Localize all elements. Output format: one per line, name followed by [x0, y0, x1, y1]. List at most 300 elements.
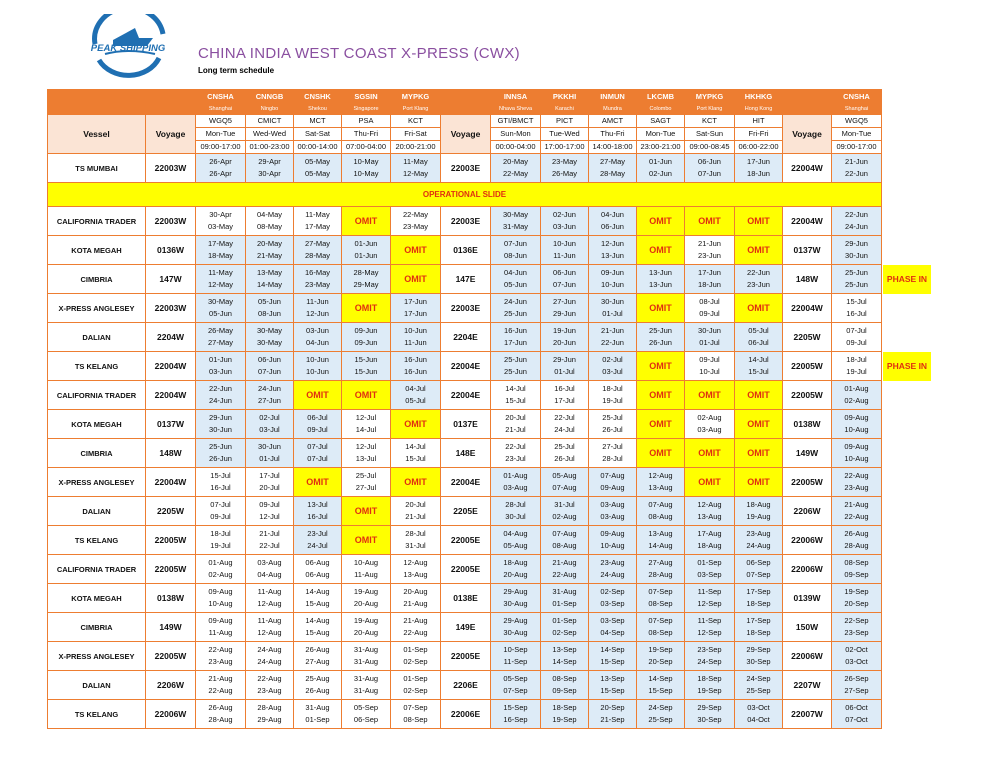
arrival-date: 05-Sep: [353, 703, 379, 712]
arrival-date: 16-Jun: [504, 326, 527, 335]
date-cell: [491, 207, 541, 236]
arrival-date: 10-Jun: [306, 355, 329, 364]
date-cell: [541, 352, 589, 381]
arrival-date: 01-Jun: [209, 355, 232, 364]
voyage-number: 2205E: [441, 497, 491, 526]
date-cell: [294, 439, 342, 468]
departure-date: 07-Sep: [746, 570, 771, 579]
arrival-date: 14-Sep: [600, 645, 625, 654]
departure-date: 24-Jul: [307, 541, 328, 550]
arrival-date: 07-Aug: [552, 529, 577, 538]
date-cell: [541, 154, 589, 183]
voyage-number: 2204W: [146, 323, 196, 352]
port-code: MYPKG: [685, 90, 735, 104]
departure-date: 06-Sep: [353, 715, 379, 724]
arrival-date: 11-Jun: [306, 297, 329, 306]
date-cell: [589, 294, 637, 323]
date-cell: [832, 381, 882, 410]
departure-date: 25-Sep: [746, 686, 771, 695]
departure-date: 01-Jul: [554, 367, 575, 376]
port-code: CNSHA: [832, 90, 882, 104]
departure-date: 22-Aug: [552, 570, 577, 579]
date-cell: [294, 265, 342, 294]
arrival-date: 24-Jun: [504, 297, 527, 306]
date-cell: [342, 468, 391, 497]
arrival-date: 25-Jul: [355, 471, 377, 480]
arrival-date: 06-Jun: [553, 268, 576, 277]
departure-date: 07-Jun: [698, 169, 721, 178]
omit-cell: OMIT: [391, 468, 441, 497]
date-cell: [391, 700, 441, 729]
arrival-date: 23-Jul: [307, 529, 328, 538]
arrival-date: 21-Jun: [845, 157, 868, 166]
arrival-date: 19-Sep: [648, 645, 673, 654]
arrival-date: 23-Aug: [746, 529, 771, 538]
departure-date: 30-Apr: [258, 169, 281, 178]
departure-date: 03-Sep: [600, 599, 625, 608]
date-cell: [685, 613, 735, 642]
omit-cell: OMIT: [391, 410, 441, 439]
omit-cell: OMIT: [342, 207, 391, 236]
departure-date: 22-Jul: [259, 541, 280, 550]
departure-date: 19-Sep: [552, 715, 577, 724]
date-cell: [589, 154, 637, 183]
departure-date: 31-Aug: [353, 657, 379, 666]
date-cell: [541, 294, 589, 323]
date-cell: [832, 323, 882, 352]
date-cell: [735, 265, 783, 294]
departure-date: 28-Jul: [602, 454, 623, 463]
document-subtitle: Long term schedule: [198, 66, 275, 75]
arrival-date: 26-May: [207, 326, 233, 335]
arrival-date: 07-Aug: [600, 471, 625, 480]
departure-date: 12-Sep: [697, 628, 722, 637]
table-row: [48, 613, 882, 642]
date-cell: [196, 526, 246, 555]
departure-date: 22-Aug: [208, 686, 233, 695]
arrival-date: 31-Aug: [305, 703, 330, 712]
date-cell: [342, 613, 391, 642]
date-cell: [589, 497, 637, 526]
port-code: CNSHK: [294, 90, 342, 104]
arrival-date: 26-Sep: [844, 674, 869, 683]
departure-date: 23-Aug: [257, 686, 282, 695]
port-city: Karachi: [541, 104, 589, 115]
date-cell: [294, 700, 342, 729]
table-row: [48, 439, 882, 468]
date-cell: [735, 497, 783, 526]
date-cell: [735, 642, 783, 671]
arrival-date: 08-Sep: [552, 674, 577, 683]
date-cell: [637, 555, 685, 584]
date-cell: [246, 352, 294, 381]
arrival-date: 21-Aug: [844, 500, 869, 509]
date-cell: [589, 468, 637, 497]
arrival-date: 31-Aug: [552, 587, 577, 596]
date-cell: [196, 439, 246, 468]
port-days: Tue-Wed: [541, 128, 589, 141]
departure-date: 06-Jul: [748, 338, 769, 347]
date-cell: [246, 323, 294, 352]
arrival-date: 04-Jun: [504, 268, 527, 277]
departure-date: 01-Jun: [354, 251, 378, 260]
arrival-date: 20-Jul: [405, 500, 426, 509]
arrival-date: 10-Sep: [503, 645, 528, 654]
voyage-number: 0136W: [146, 236, 196, 265]
arrival-date: 10-Jun: [404, 326, 427, 335]
departure-date: 17-Jul: [554, 396, 575, 405]
departure-date: 22-May: [502, 169, 528, 178]
voyage-number: 22004W: [146, 468, 196, 497]
departure-date: 21-Aug: [403, 599, 428, 608]
date-cell: [491, 497, 541, 526]
arrival-date: 10-Jun: [553, 239, 576, 248]
vessel-name: TS MUMBAI: [48, 154, 146, 183]
date-cell: [685, 584, 735, 613]
arrival-date: 29-Aug: [503, 587, 528, 596]
departure-date: 12-May: [402, 169, 428, 178]
port-terminal: KCT: [685, 115, 735, 128]
omit-cell: OMIT: [342, 381, 391, 410]
date-cell: [246, 410, 294, 439]
arrival-date: 11-Aug: [257, 616, 282, 625]
departure-date: 13-Aug: [648, 483, 673, 492]
date-cell: [196, 410, 246, 439]
departure-date: 21-Jul: [405, 512, 426, 521]
arrival-date: 23-Sep: [697, 645, 722, 654]
departure-date: 30-Sep: [746, 657, 771, 666]
departure-date: 09-Jul: [846, 338, 867, 347]
date-cell: [491, 294, 541, 323]
date-cell: [294, 294, 342, 323]
arrival-date: 18-Sep: [552, 703, 577, 712]
arrival-date: 14-Jul: [505, 384, 526, 393]
omit-cell: OMIT: [637, 207, 685, 236]
departure-date: 05-Jul: [405, 396, 426, 405]
date-cell: [832, 439, 882, 468]
date-cell: [832, 410, 882, 439]
arrival-date: 27-May: [304, 239, 330, 248]
schedule-table: [47, 89, 882, 729]
date-cell: [637, 613, 685, 642]
arrival-date: 25-Jun: [209, 442, 232, 451]
header-spacer: [441, 104, 491, 115]
voyage-number: 22003W: [146, 154, 196, 183]
voyage-number: 22004E: [441, 352, 491, 381]
arrival-date: 07-Jul: [846, 326, 867, 335]
document-title: CHINA INDIA WEST COAST X-PRESS (CWX): [198, 45, 520, 62]
arrival-date: 14-Jul: [405, 442, 426, 451]
departure-date: 14-Aug: [648, 541, 673, 550]
arrival-date: 21-Jun: [601, 326, 624, 335]
arrival-date: 06-Jun: [258, 355, 281, 364]
departure-date: 19-Jul: [602, 396, 623, 405]
date-cell: [391, 294, 441, 323]
port-terminal: PSA: [342, 115, 391, 128]
arrival-date: 26-Aug: [844, 529, 869, 538]
port-city: Shanghai: [832, 104, 882, 115]
arrival-date: 01-Sep: [403, 674, 428, 683]
arrival-date: 09-Aug: [208, 587, 233, 596]
port-time: 00:00-14:00: [294, 141, 342, 154]
port-city: Port Klang: [391, 104, 441, 115]
departure-date: 08-Aug: [648, 512, 673, 521]
departure-date: 09-Sep: [552, 686, 577, 695]
date-cell: [832, 468, 882, 497]
arrival-date: 01-Sep: [403, 645, 428, 654]
arrival-date: 14-Sep: [648, 674, 673, 683]
date-cell: [246, 700, 294, 729]
date-cell: [832, 497, 882, 526]
vessel-name: CALIFORNIA TRADER: [48, 207, 146, 236]
departure-date: 03-Jul: [259, 425, 280, 434]
departure-date: 03-Jun: [209, 367, 232, 376]
vessel-name: DALIAN: [48, 497, 146, 526]
omit-cell: OMIT: [685, 207, 735, 236]
departure-date: 10-Jun: [306, 367, 329, 376]
departure-date: 15-Sep: [600, 657, 625, 666]
header-spacer: [441, 90, 491, 104]
date-cell: [832, 352, 882, 381]
arrival-date: 30-May: [502, 210, 528, 219]
date-cell: [246, 381, 294, 410]
arrival-date: 17-Jul: [259, 471, 280, 480]
date-cell: [589, 410, 637, 439]
departure-date: 24-Jun: [845, 222, 868, 231]
departure-date: 03-May: [207, 222, 233, 231]
arrival-date: 25-Jul: [602, 413, 623, 422]
voyage-header: Voyage: [783, 115, 832, 154]
departure-date: 28-May: [599, 169, 625, 178]
voyage-number: 22005W: [783, 381, 832, 410]
departure-date: 16-Jul: [307, 512, 328, 521]
date-cell: [391, 555, 441, 584]
arrival-date: 28-Aug: [257, 703, 282, 712]
voyage-number: 22006W: [146, 700, 196, 729]
date-cell: [541, 381, 589, 410]
departure-date: 20-Jul: [259, 483, 280, 492]
departure-date: 07-Oct: [845, 715, 868, 724]
departure-date: 10-Jun: [601, 280, 624, 289]
date-cell: [196, 497, 246, 526]
port-city: Port Klang: [685, 104, 735, 115]
departure-date: 07-Jul: [307, 454, 328, 463]
date-cell: [491, 410, 541, 439]
arrival-date: 10-May: [353, 157, 379, 166]
departure-date: 11-Aug: [354, 570, 378, 579]
voyage-number: 22006E: [441, 700, 491, 729]
date-cell: [832, 265, 882, 294]
omit-cell: OMIT: [637, 352, 685, 381]
departure-date: 28-May: [304, 251, 330, 260]
arrival-date: 12-Jul: [355, 413, 377, 422]
date-cell: [832, 154, 882, 183]
port-time: 01:00-23:00: [246, 141, 294, 154]
date-cell: [391, 352, 441, 381]
date-cell: [637, 700, 685, 729]
date-cell: [294, 154, 342, 183]
departure-date: 13-Jun: [649, 280, 672, 289]
departure-date: 28-Aug: [208, 715, 233, 724]
arrival-date: 17-May: [207, 239, 233, 248]
date-cell: [637, 497, 685, 526]
date-cell: [589, 352, 637, 381]
departure-date: 25-Jun: [504, 367, 527, 376]
date-cell: [246, 555, 294, 584]
arrival-date: 05-Sep: [503, 674, 528, 683]
port-time: 14:00-18:00: [589, 141, 637, 154]
date-cell: [196, 584, 246, 613]
date-cell: [832, 671, 882, 700]
arrival-date: 11-Sep: [697, 616, 722, 625]
vessel-name: CALIFORNIA TRADER: [48, 381, 146, 410]
arrival-date: 10-Aug: [353, 558, 379, 567]
date-cell: [491, 236, 541, 265]
port-city: Nhava Sheva: [491, 104, 541, 115]
operational-slide-banner: OPERATIONAL SLIDE: [48, 183, 882, 207]
date-cell: [342, 439, 391, 468]
omit-cell: OMIT: [391, 265, 441, 294]
departure-date: 14-Jul: [355, 425, 377, 434]
arrival-date: 26-Aug: [305, 645, 330, 654]
arrival-date: 21-Aug: [403, 616, 428, 625]
voyage-number: 148E: [441, 439, 491, 468]
date-cell: [637, 642, 685, 671]
port-days: Sun-Mon: [491, 128, 541, 141]
arrival-date: 22-Aug: [257, 674, 282, 683]
date-cell: [246, 584, 294, 613]
date-cell: [589, 207, 637, 236]
date-cell: [685, 294, 735, 323]
voyage-number: 2206W: [146, 671, 196, 700]
arrival-date: 28-Jul: [405, 529, 426, 538]
arrival-date: 25-Jun: [649, 326, 672, 335]
departure-date: 01-Jul: [602, 309, 623, 318]
port-time: 20:00-21:00: [391, 141, 441, 154]
voyage-number: 22003E: [441, 207, 491, 236]
port-days: Sat-Sat: [294, 128, 342, 141]
departure-date: 20-Sep: [648, 657, 673, 666]
arrival-date: 01-Sep: [552, 616, 577, 625]
departure-date: 03-Jul: [602, 367, 623, 376]
port-terminal: MCT: [294, 115, 342, 128]
date-cell: [637, 323, 685, 352]
header-corner: [146, 104, 196, 115]
arrival-date: 17-Sep: [746, 616, 771, 625]
departure-date: 27-May: [207, 338, 233, 347]
date-cell: [294, 671, 342, 700]
date-cell: [391, 381, 441, 410]
date-cell: [735, 323, 783, 352]
departure-date: 20-Jun: [553, 338, 576, 347]
omit-cell: OMIT: [735, 294, 783, 323]
arrival-date: 07-Sep: [403, 703, 428, 712]
date-cell: [196, 323, 246, 352]
arrival-date: 29-Sep: [746, 645, 771, 654]
departure-date: 26-Jun: [209, 454, 232, 463]
date-cell: [637, 154, 685, 183]
departure-date: 23-Jun: [747, 280, 770, 289]
arrival-date: 23-May: [551, 157, 577, 166]
voyage-header: Voyage: [146, 115, 196, 154]
arrival-date: 29-Sep: [697, 703, 722, 712]
omit-cell: OMIT: [342, 294, 391, 323]
departure-date: 21-Sep: [600, 715, 625, 724]
date-cell: [735, 154, 783, 183]
arrival-date: 26-Apr: [209, 157, 232, 166]
arrival-date: 01-Aug: [844, 384, 869, 393]
departure-date: 03-Aug: [503, 483, 528, 492]
arrival-date: 29-Jun: [209, 413, 232, 422]
vessel-name: KOTA MEGAH: [48, 584, 146, 613]
port-time: 09:00-17:00: [196, 141, 246, 154]
vessel-name: CIMBRIA: [48, 613, 146, 642]
date-cell: [589, 584, 637, 613]
port-terminal: KCT: [391, 115, 441, 128]
arrival-date: 31-Jul: [554, 500, 575, 509]
date-cell: [294, 555, 342, 584]
arrival-date: 27-May: [599, 157, 625, 166]
voyage-number: 0136E: [441, 236, 491, 265]
departure-date: 05-May: [304, 169, 330, 178]
port-terminal: SAGT: [637, 115, 685, 128]
voyage-number: 147E: [441, 265, 491, 294]
port-days: Wed-Wed: [246, 128, 294, 141]
arrival-date: 22-Aug: [844, 471, 869, 480]
arrival-date: 01-Aug: [208, 558, 233, 567]
date-cell: [589, 642, 637, 671]
departure-date: 25-Jun: [845, 280, 868, 289]
date-cell: [342, 352, 391, 381]
departure-date: 10-Aug: [844, 454, 869, 463]
arrival-date: 25-Jun: [845, 268, 868, 277]
table-row: [48, 497, 882, 526]
phase-in-badge: PHASE IN: [883, 352, 931, 381]
arrival-date: 11-Sep: [697, 587, 722, 596]
departure-date: 20-Aug: [503, 570, 528, 579]
date-cell: [589, 236, 637, 265]
departure-date: 08-May: [256, 222, 282, 231]
departure-date: 18-Sep: [746, 599, 771, 608]
arrival-date: 22-Jul: [554, 413, 575, 422]
arrival-date: 13-Jun: [649, 268, 672, 277]
omit-cell: OMIT: [342, 497, 391, 526]
voyage-number: 22005E: [441, 555, 491, 584]
voyage-number: 0138W: [783, 410, 832, 439]
table-row: [48, 410, 882, 439]
date-cell: [491, 352, 541, 381]
departure-date: 24-Aug: [600, 570, 625, 579]
date-cell: [685, 642, 735, 671]
port-time: 07:00-04:00: [342, 141, 391, 154]
departure-date: 10-Aug: [208, 599, 233, 608]
arrival-date: 12-Aug: [648, 471, 673, 480]
port-days: Sat-Sun: [685, 128, 735, 141]
departure-date: 24-Sep: [697, 657, 722, 666]
arrival-date: 21-Jul: [259, 529, 280, 538]
arrival-date: 29-Aug: [503, 616, 528, 625]
departure-date: 16-Jun: [404, 367, 427, 376]
departure-date: 05-Aug: [503, 541, 528, 550]
departure-date: 15-Jul: [405, 454, 426, 463]
date-cell: [342, 265, 391, 294]
arrival-date: 02-Oct: [845, 645, 868, 654]
date-cell: [735, 700, 783, 729]
departure-date: 20-Aug: [353, 628, 379, 637]
arrival-date: 30-Jun: [258, 442, 281, 451]
date-cell: [541, 236, 589, 265]
arrival-date: 22-Jun: [845, 210, 868, 219]
